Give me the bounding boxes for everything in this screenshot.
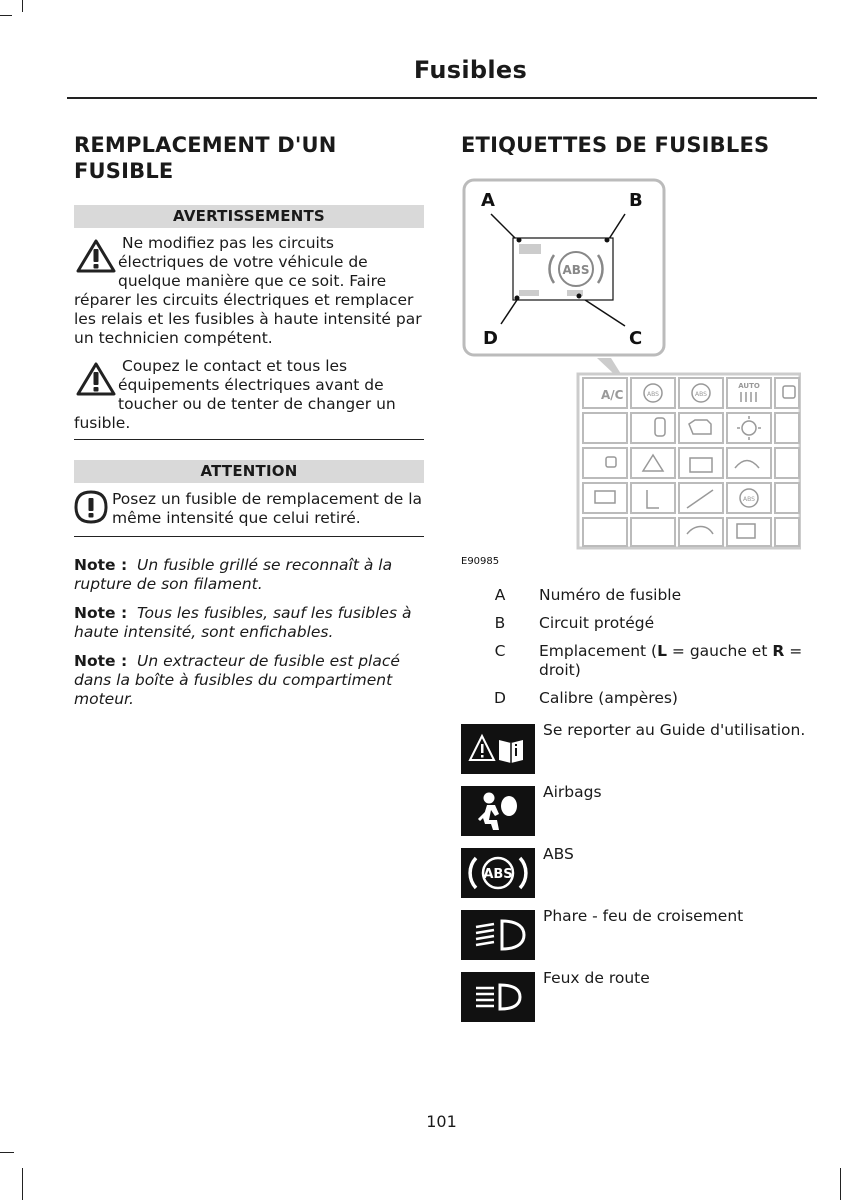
attention-banner: ATTENTION (74, 460, 424, 483)
callout-c: C (629, 328, 643, 349)
symbol-row (461, 845, 821, 910)
warnings-banner: AVERTISSEMENTS (74, 205, 424, 228)
panel-label-abs: ABS (647, 391, 659, 398)
symbol-label: Phare - feu de croisement (543, 907, 744, 925)
legend-text-part: = droit) (539, 642, 803, 679)
abs-icon (461, 848, 535, 898)
note-3 (74, 652, 424, 709)
high-beam-icon (461, 972, 535, 1022)
section-heading-replacement: REMPLACEMENT D'UN FUSIBLE (74, 133, 337, 183)
legend-text (539, 642, 813, 689)
legend-text: Calibre (ampères) (539, 689, 678, 707)
symbol-list (461, 721, 821, 1034)
legend-key: D (494, 689, 506, 707)
crop-mark (0, 1152, 14, 1153)
crop-mark (22, 1168, 23, 1200)
legend-text-part: = gauche et (667, 642, 773, 660)
symbol-label: Se reporter au Guide d'utilisation. (543, 721, 806, 739)
note-1 (74, 556, 424, 594)
legend-item (461, 689, 813, 717)
legend-item (461, 614, 813, 642)
figure-id: E90985 (461, 556, 500, 567)
right-column (461, 132, 821, 987)
panel-label-auto: AUTO (738, 382, 760, 390)
symbol-label: Airbags (543, 783, 602, 801)
legend-key: C (494, 642, 506, 660)
divider (74, 536, 424, 537)
warning-triangle-icon (74, 236, 118, 276)
note-text: Un extracteur de fusible est placé dans la boîte à fusibles du compartiment moteur. (74, 652, 400, 708)
attention-exclamation-icon (74, 490, 108, 526)
legend-key: B (494, 614, 506, 632)
note-label: Note : (74, 652, 128, 670)
crop-mark (22, 0, 23, 12)
airbag-icon (461, 786, 535, 836)
panel-label-ac: A/C (601, 388, 624, 402)
legend-text-part: Emplacement ( (539, 642, 658, 660)
callout-b: B (629, 190, 643, 211)
note-2 (74, 604, 424, 642)
warning-manual-icon (461, 724, 535, 774)
callout-a: A (481, 190, 495, 211)
fuse-label-figure (461, 178, 801, 570)
attention-block (74, 490, 424, 528)
abs-icon-text: ABS (483, 867, 513, 882)
warning-block-2 (74, 357, 424, 433)
symbol-row (461, 721, 821, 786)
callout-d: D (483, 328, 498, 349)
note-text: Tous les fusibles, sauf les fusibles à haute intensité, sont enfichables. (74, 604, 412, 641)
warning-text-2: Coupez le contact et tous les équipements électriques avant de toucher ou de tenter de changer un fusible. (74, 357, 396, 432)
panel-label-abs: ABS (695, 391, 707, 398)
note-text: Un fusible grillé se reconnaît à la rupture de son filament. (74, 556, 393, 593)
attention-text: Posez un fusible de remplacement de la même intensité que celui retiré. (112, 490, 423, 527)
legend-item (461, 586, 813, 614)
warning-triangle-icon (74, 359, 118, 399)
page-number: 101 (426, 1112, 457, 1131)
low-beam-icon (461, 910, 535, 960)
legend-text: Circuit protégé (539, 614, 655, 632)
crop-mark (840, 1168, 841, 1200)
warning-block-1 (74, 234, 424, 348)
abs-badge-text: ABS (562, 263, 590, 277)
legend-item (461, 642, 813, 689)
section-heading-labels: ETIQUETTES DE FUSIBLES (461, 133, 770, 157)
symbol-label: ABS (543, 845, 574, 863)
crop-mark (0, 15, 12, 16)
note-label: Note : (74, 556, 128, 574)
symbol-label: Feux de route (543, 969, 650, 987)
legend-text: Numéro de fusible (539, 586, 682, 604)
legend-key: A (494, 586, 506, 604)
warning-text-1: Ne modifiez pas les circuits électriques de votre véhicule de quelque manière que ce soit. Faire réparer les circuits électriques et remplacer les relais et les fusibles à haute intensité par un technicien compétent. (74, 234, 422, 347)
page-title: Fusibles (413, 56, 528, 84)
panel-label-abs: ABS (743, 496, 755, 503)
symbol-row (461, 969, 821, 1034)
legend-list (461, 586, 813, 717)
header-divider (67, 97, 817, 99)
legend-bold-right: R (772, 642, 785, 660)
divider (74, 439, 424, 440)
legend-bold-left: L (657, 642, 667, 660)
note-label: Note : (74, 604, 128, 622)
symbol-row (461, 783, 821, 848)
symbol-row (461, 907, 821, 972)
left-column (74, 132, 424, 709)
